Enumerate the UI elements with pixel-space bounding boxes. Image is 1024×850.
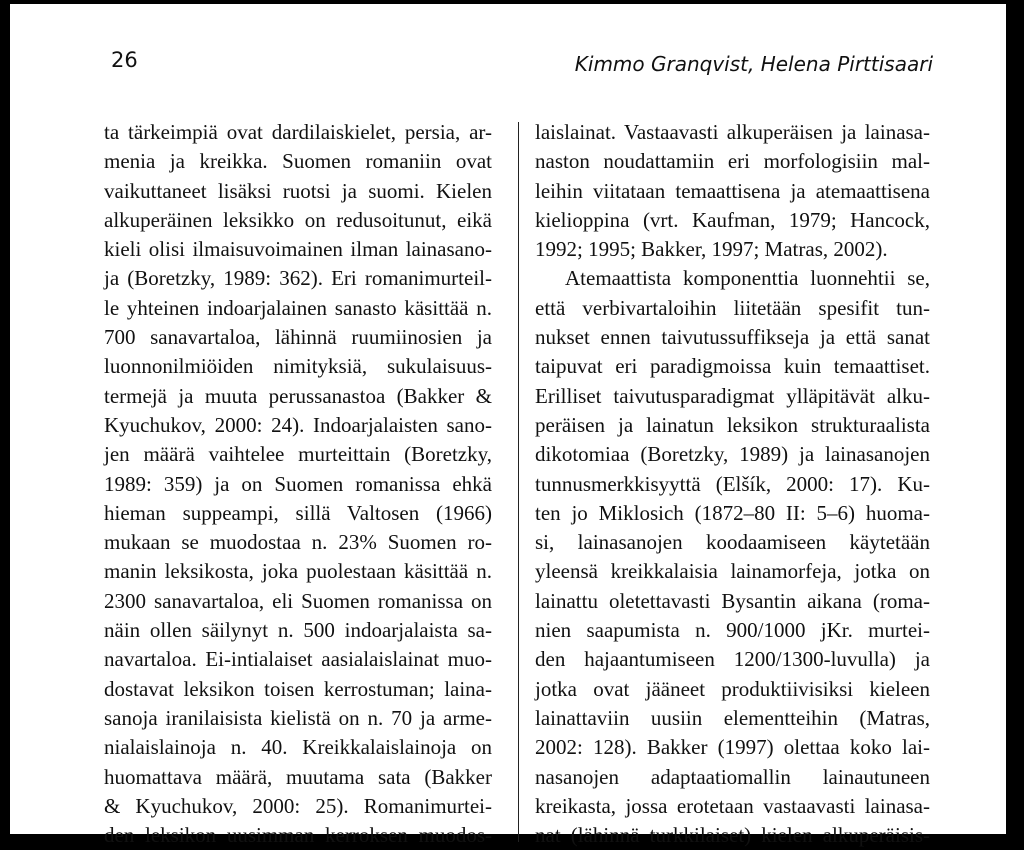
text-line: menia ja kreikka. Suomen romaniin ovat (104, 149, 492, 174)
left-text-column (104, 118, 492, 850)
text-line: peräisen ja lainatun leksikon strukturaalista (535, 412, 930, 437)
text-line: nat (lähinnä turkkilaiset) kielen alkuperäisis- (535, 823, 930, 848)
page-number: 26 (111, 48, 138, 72)
text-line: kreikasta, jossa erotetaan vastaavasti lainasa- (535, 793, 930, 818)
text-line: 1989: 359) ja on Suomen romanissa ehkä (104, 471, 492, 496)
text-line: luonnonilmiöiden nimityksiä, sukulaisuus- (104, 354, 492, 379)
text-line: ten jo Miklosich (1872–80 II: 5–6) huoma- (535, 500, 930, 525)
text-line: Erilliset taivutusparadigmat ylläpitävät alku- (535, 383, 930, 408)
text-line: nien saapumista n. 900/1000 jKr. murtei- (535, 618, 930, 643)
text-line: leihin viitataan temaattisena ja atemaattisena (535, 178, 930, 203)
text-line: dostavat leksikon toisen kerrostuman; laina- (104, 676, 492, 701)
text-line: hieman suppeampi, sillä Valtosen (1966) (104, 500, 492, 525)
right-text-column (535, 118, 930, 850)
column-divider (518, 122, 519, 842)
text-line: si, lainasanojen koodaamiseen käytetään (535, 530, 930, 555)
document-page (10, 4, 1006, 848)
text-line: yleensä kreikkalaisia lainamorfeja, jotka on (535, 559, 930, 584)
text-line: navartaloa. Ei-intialaiset aasialaislainat muo- (104, 647, 492, 672)
text-line: manin leksikosta, joka puolestaan käsittää n. (104, 559, 492, 584)
text-line: dikotomiaa (Boretzky, 1989) ja lainasanojen (535, 442, 930, 467)
text-line: jen määrä vaihtelee murteittain (Boretzky, (104, 442, 492, 467)
running-header-authors: Kimmo Granqvist, Helena Pirttisaari (574, 52, 933, 76)
text-line: 700 sanavartaloa, lähinnä ruumiinosien ja (104, 325, 492, 350)
text-line: että verbivartaloihin liitetään spesifit tun- (535, 295, 930, 320)
text-line: lainattu oletettavasti Bysantin aikana (roma- (535, 588, 930, 613)
text-line: 2300 sanavartaloa, eli Suomen romanissa on (104, 588, 492, 613)
text-line: ja (Boretzky, 1989: 362). Eri romanimurteil- (104, 266, 492, 291)
text-line: vaikuttaneet lisäksi ruotsi ja suomi. Kielen (104, 178, 492, 203)
text-line: Kyuchukov, 2000: 24). Indoarjalaisten sano- (104, 412, 492, 437)
text-line: den leksikon uusimman kerroksen muodos- (104, 823, 492, 848)
text-line: alkuperäinen leksikko on redusoitunut, eikä (104, 207, 492, 232)
text-line: ta tärkeimpiä ovat dardilaiskielet, persia, ar- (104, 120, 492, 144)
text-line: & Kyuchukov, 2000: 25). Romanimurtei- (104, 793, 492, 818)
text-line: den hajaantumiseen 1200/1300-luvulla) ja (535, 647, 930, 672)
text-line: kielioppina (vrt. Kaufman, 1979; Hancock, (535, 207, 930, 232)
text-line: mukaan se muodostaa n. 23% Suomen ro- (104, 530, 492, 555)
text-line: nukset ennen taivutussuffikseja ja että sanat (535, 325, 930, 350)
text-line: jotka ovat jääneet produktiivisiksi kieleen (535, 676, 930, 701)
text-line: taipuvat eri paradigmoissa kuin temaattiset. (535, 354, 930, 379)
text-line: lainattaviin uusiin elementteihin (Matras, (535, 705, 930, 730)
text-line: tunnusmerkkisyyttä (Elšík, 2000: 17). Ku- (535, 471, 930, 496)
text-line: le yhteinen indoarjalainen sanasto käsittää n. (104, 295, 492, 320)
text-line: 1992; 1995; Bakker, 1997; Matras, 2002). (535, 237, 888, 262)
text-line: naston noudattamiin eri morfologisiin mal- (535, 149, 930, 174)
text-line: laislainat. Vastaavasti alkuperäisen ja lainasa- (535, 120, 930, 144)
text-line: nasanojen adaptaatiomallin lainautuneen (535, 764, 930, 789)
text-line: näin ollen säilynyt n. 500 indoarjalaista sa- (104, 618, 492, 643)
text-line: 2002: 128). Bakker (1997) olettaa koko lai- (535, 735, 930, 760)
text-line: huomattava määrä, muutama sata (Bakker (104, 764, 492, 789)
text-line: sanoja iranilaisista kielistä on n. 70 ja arme- (104, 705, 492, 730)
text-line: nialaislainoja n. 40. Kreikkalaislainoja on (104, 735, 492, 760)
text-line: kieli olisi ilmaisuvoimainen ilman lainasano- (104, 237, 492, 262)
paragraph-first-line: Atemaattista komponenttia luonnehtii se, (565, 266, 930, 291)
text-line: termejä ja muuta perussanastoa (Bakker & (104, 383, 492, 408)
